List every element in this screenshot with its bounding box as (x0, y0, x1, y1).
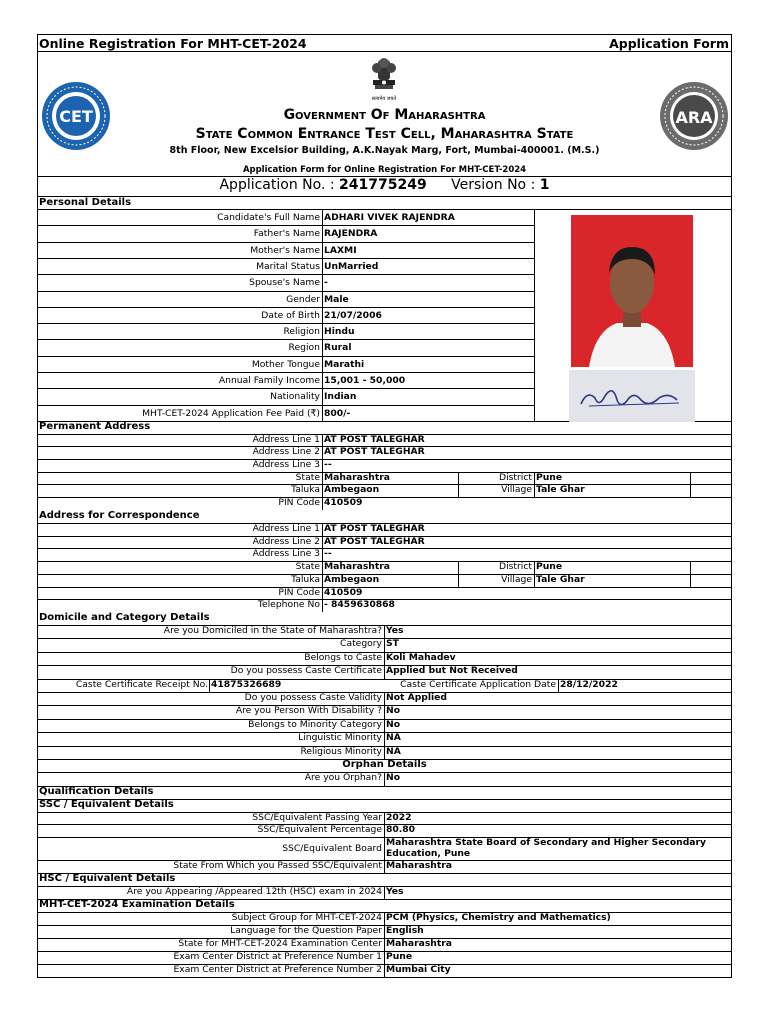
divider (38, 339, 534, 340)
personal-row-label: Region (288, 342, 320, 354)
divider (384, 638, 385, 651)
corr-pin-value: 410509 (324, 587, 363, 598)
exam-state-value: Maharashtra (386, 938, 452, 949)
personal-row-label: Marital Status (256, 260, 320, 272)
qualification-section-title: Qualification Details (39, 786, 154, 797)
perm-village-value: Tale Ghar (536, 484, 585, 495)
personal-row-value: - (324, 277, 328, 289)
ssc-board-value-line1: Maharashtra State Board of Secondary and Higher Secondary (386, 837, 707, 848)
form-right-title: Application Form (609, 36, 729, 51)
hsc-label: Are you Appearing /Appeared 12th (HSC) exam in 2024 (126, 886, 382, 897)
corr-state-label: State (295, 561, 320, 572)
emblem-caption: सत्यमेव जयते (371, 96, 397, 102)
perm-line2-value: AT POST TALEGHAR (324, 446, 425, 457)
domicile-row-value: Not Applied (386, 692, 447, 703)
divider (38, 225, 534, 226)
exam-pref1-label: Exam Center District at Preference Number 1 (173, 951, 382, 962)
perm-pin-label: PIN Code (278, 497, 320, 508)
exam-lang-label: Language for the Question Paper (230, 925, 382, 936)
divider (384, 886, 385, 899)
personal-row-value: 15,001 - 50,000 (324, 375, 406, 386)
divider (38, 372, 534, 373)
domicile-row-label: Do you possess Caste Certificate (230, 665, 382, 677)
cet-logo-text: CET (59, 107, 93, 126)
personal-row-value: 800/- (324, 407, 351, 419)
corr-pin-label: PIN Code (278, 587, 320, 598)
corr-line2-label: Address Line 2 (252, 536, 320, 547)
version-label: Version No : (451, 177, 536, 193)
personal-section-title: Personal Details (39, 197, 132, 208)
domicile-row-value: Koli Mahadev (386, 651, 456, 663)
perm-state-label: State (295, 472, 320, 483)
divider (384, 692, 385, 705)
receipt-value: 41875326689 (211, 678, 282, 690)
domicile-row-label: Are you Domiciled in the State of Maharashtra? (163, 625, 382, 636)
divider (38, 307, 534, 308)
domicile-row-value: NA (386, 732, 401, 744)
divider (322, 523, 323, 612)
divider (38, 274, 534, 275)
address-line: 8th Floor, New Excelsior Building, A.K.Nayak Marg, Fort, Mumbai-400001. (M.S.) (169, 145, 600, 156)
divider (384, 772, 385, 785)
corr-district-value: Pune (536, 561, 563, 572)
corr-phone-label: Telephone No (257, 599, 320, 610)
divider (38, 258, 534, 259)
ssc-year-label: SSC/Equivalent Passing Year (252, 812, 382, 823)
perm-line3-label: Address Line 3 (252, 459, 320, 470)
personal-row-value: RAJENDRA (324, 228, 378, 240)
domicile-row-label: Are you Orphan? (304, 772, 382, 784)
correspondence-section-title: Address for Correspondence (39, 510, 200, 521)
ssc-board-value-line2: Education, Pune (386, 848, 471, 859)
ara-logo-icon (658, 80, 730, 152)
divider (458, 561, 459, 587)
divider (384, 705, 385, 718)
ssc-state-value: Maharashtra (386, 860, 452, 871)
domicile-row-value: No (386, 718, 401, 730)
corr-line1-label: Address Line 1 (252, 523, 320, 534)
personal-row-label: Candidate's Full Name (217, 212, 320, 223)
divider (384, 652, 385, 665)
exam-section-title: MHT-CET-2024 Examination Details (39, 899, 235, 910)
header (38, 52, 731, 176)
personal-row-value: Indian (324, 391, 357, 403)
ssc-board-label: SSC/Equivalent Board (282, 843, 382, 854)
ssc-section-title: SSC / Equivalent Details (39, 799, 174, 810)
emblem-icon (366, 54, 402, 104)
domicile-row-label: Belongs to Caste (304, 651, 382, 663)
divider (458, 472, 459, 497)
divider (384, 912, 385, 977)
perm-line3-value: -- (324, 459, 332, 470)
candidate-photo (569, 213, 695, 369)
divider (38, 388, 534, 389)
exam-group-value: PCM (Physics, Chemistry and Mathematics) (386, 912, 611, 923)
hsc-value: Yes (386, 886, 404, 897)
personal-row-label: Religion (283, 326, 320, 338)
divider (690, 472, 691, 497)
domicile-row-label: Are you Person With Disability ? (235, 705, 382, 717)
divider (384, 812, 385, 873)
cell-title: State Common Entrance Test Cell, Maharashtra State (195, 126, 574, 142)
domicile-row-label: Belongs to Minority Category (248, 718, 382, 730)
domicile-row-value: No (386, 705, 401, 717)
personal-row-value: UnMarried (324, 260, 379, 272)
personal-row-label: Father's Name (253, 228, 320, 240)
personal-row-label: MHT-CET-2024 Application Fee Paid (₹) (142, 407, 320, 419)
personal-row-label: Gender (286, 293, 320, 305)
corr-village-label: Village (501, 574, 532, 585)
perm-line2-label: Address Line 2 (252, 446, 320, 457)
ssc-pct-label: SSC/Equivalent Percentage (257, 824, 382, 835)
personal-row-label: Nationality (270, 391, 320, 403)
corr-village-value: Tale Ghar (536, 574, 585, 585)
exam-pref1-value: Pune (386, 951, 413, 962)
corr-district-label: District (499, 561, 532, 572)
divider (384, 665, 385, 678)
personal-row-value: 21/07/2006 (324, 309, 382, 321)
corr-line1-value: AT POST TALEGHAR (324, 523, 425, 534)
corr-phone-value: - 8459630868 (324, 599, 395, 610)
application-form (37, 34, 732, 978)
application-number-line (38, 177, 731, 195)
divider (384, 719, 385, 732)
divider (38, 196, 731, 197)
domicile-section-title: Domicile and Category Details (39, 612, 210, 623)
ssc-pct-value: 80.80 (386, 824, 416, 835)
corr-taluka-label: Taluka (291, 574, 320, 585)
perm-district-label: District (499, 472, 532, 483)
app-no-label: Application No. : (219, 177, 335, 193)
domicile-row-value: Applied but Not Received (386, 665, 518, 677)
ssc-state-label: State From Which you Passed SSC/Equivalent (173, 860, 382, 871)
divider (209, 679, 210, 692)
divider (38, 405, 534, 406)
personal-row-label: Date of Birth (261, 309, 320, 321)
exam-lang-value: English (386, 925, 424, 936)
personal-row-value: Marathi (324, 358, 365, 370)
corr-taluka-value: Ambegaon (324, 574, 380, 585)
cert-date-value: 28/12/2022 (560, 678, 618, 690)
divider (38, 242, 534, 243)
exam-state-label: State for MHT-CET-2024 Examination Center (178, 938, 382, 949)
divider (322, 434, 323, 510)
divider (38, 323, 534, 324)
corr-line3-value: -- (324, 548, 332, 559)
personal-row-label: Annual Family Income (218, 375, 320, 386)
perm-line1-value: AT POST TALEGHAR (324, 434, 425, 445)
personal-row-value: Hindu (324, 326, 355, 338)
perm-line1-label: Address Line 1 (252, 434, 320, 445)
divider (384, 625, 385, 638)
domicile-row-value: NA (386, 745, 401, 757)
corr-state-value: Maharashtra (324, 561, 390, 572)
perm-state-value: Maharashtra (324, 472, 390, 483)
gov-title: Government Of Maharashtra (283, 107, 486, 123)
divider (384, 746, 385, 759)
exam-pref2-value: Mumbai City (386, 964, 451, 975)
divider (534, 561, 535, 587)
divider (384, 732, 385, 745)
personal-row-value: ADHARI VIVEK RAJENDRA (324, 212, 455, 223)
domicile-row-value: ST (386, 638, 399, 650)
exam-pref2-label: Exam Center District at Preference Number 2 (173, 964, 382, 975)
personal-row-label: Mother's Name (250, 244, 320, 256)
personal-row-label: Mother Tongue (251, 358, 320, 370)
title-bar (38, 35, 731, 52)
domicile-row-label: Do you possess Caste Validity (244, 692, 382, 703)
domicile-row-label: Category (340, 638, 382, 650)
perm-pin-value: 410509 (324, 497, 363, 508)
perm-taluka-value: Ambegaon (324, 484, 380, 495)
domicile-row-label: Religious Minority (300, 745, 382, 757)
divider (38, 291, 534, 292)
signature-image (569, 370, 695, 422)
perm-district-value: Pune (536, 472, 563, 483)
personal-row-value: Male (324, 293, 349, 305)
perm-taluka-label: Taluka (291, 484, 320, 495)
corr-line2-value: AT POST TALEGHAR (324, 536, 425, 547)
receipt-label: Caste Certificate Receipt No. (75, 678, 208, 690)
divider (534, 472, 535, 497)
divider (558, 679, 559, 692)
perm-village-label: Village (501, 484, 532, 495)
divider (38, 356, 534, 357)
form-left-title: Online Registration For MHT-CET-2024 (39, 36, 307, 51)
orphan-section-title: Orphan Details (342, 759, 427, 770)
divider (38, 209, 731, 210)
personal-row-label: Spouse's Name (249, 277, 320, 289)
divider (322, 209, 323, 421)
exam-group-label: Subject Group for MHT-CET-2024 (231, 912, 382, 923)
subtitle: Application Form for Online Registration For MHT-CET-2024 (242, 165, 527, 175)
version-value: 1 (539, 177, 550, 193)
cert-date-label: Caste Certificate Application Date (400, 678, 556, 690)
domicile-row-value: Yes (386, 625, 404, 636)
ssc-year-value: 2022 (386, 812, 412, 823)
domicile-row-label: Linguistic Minority (298, 732, 382, 744)
app-no-value: 241775249 (339, 177, 427, 193)
divider (534, 209, 535, 421)
corr-line3-label: Address Line 3 (252, 548, 320, 559)
ara-logo-text: ARA (675, 108, 713, 127)
personal-row-value: LAXMI (324, 244, 357, 256)
domicile-row-value: No (386, 772, 401, 784)
permanent-section-title: Permanent Address (39, 421, 151, 432)
divider (690, 561, 691, 587)
hsc-section-title: HSC / Equivalent Details (39, 873, 176, 884)
personal-row-value: Rural (324, 342, 352, 354)
